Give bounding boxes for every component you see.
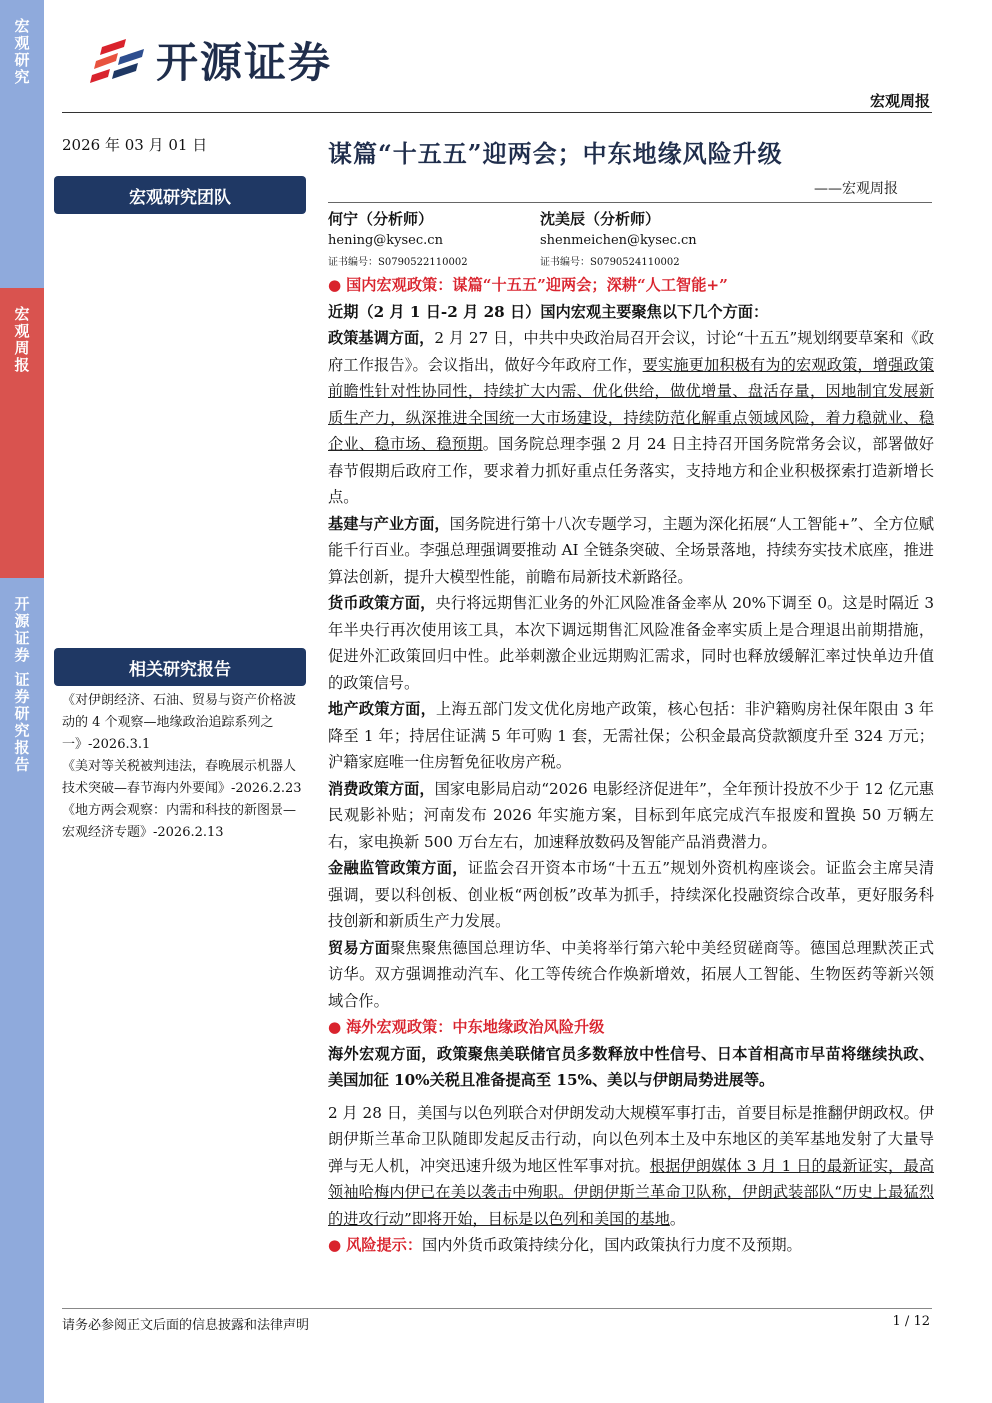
report-body [328, 272, 934, 1259]
section-heading-text: 国内宏观政策：谋篇“十五五”迎两会；深耕“人工智能+” [346, 276, 728, 294]
bullet-icon: ● [328, 1236, 342, 1254]
paragraph-text: 2 月 27 日，中共中央政治局召开会议，讨论“十五五”规划纲要草案和《政府工作报告》。会议指出，做好今年政府工作， [328, 329, 935, 374]
page-number: 1 / 12 [892, 1314, 930, 1329]
related-reports-list [62, 690, 308, 844]
paragraph-text: 国家电影局启动“2026 电影经济促进年”，全年预计投放不少于 12 亿元惠民观影补贴；河南发布 2026 年实施方案，目标到年底完成汽车报废和置换 50 万辆左右，家电换新 500 万台左右，加速释放数码及智能产品消费潜力。 [328, 779, 934, 851]
paragraph-overseas-summary [328, 1041, 934, 1094]
paragraph-middle-east [328, 1100, 934, 1233]
title-divider [328, 202, 932, 203]
paragraph-policy [328, 325, 934, 511]
footer-divider [62, 1308, 932, 1309]
risk-text: 国内外货币政策持续分化，国内政策执行力度不及预期。 [422, 1236, 802, 1254]
paragraph-lead: 货币政策方面， [328, 594, 436, 612]
side-tab-macro-weekly [0, 288, 44, 578]
side-tab-label: 开源证券 证券研究报告 [12, 596, 31, 774]
brand-logo [88, 30, 332, 90]
paragraph-text: 。 [669, 1209, 686, 1228]
paragraph-trade [328, 935, 934, 1015]
paragraph-monetary [328, 590, 934, 696]
related-reports-label-box: 相关研究报告 [54, 648, 306, 686]
author-block [540, 208, 697, 274]
section-heading-overseas [328, 1014, 934, 1041]
side-bar [0, 0, 44, 1403]
side-tab-macro-research [0, 0, 44, 288]
related-report-item[interactable]: 《美对等关税被判违法，春晚展示机器人技术突破—春节海内外要闻》-2026.2.23 [62, 759, 302, 796]
related-report-item[interactable]: 《对伊朗经济、石油、贸易与资产价格波动的 4 个观察—地缘政治追踪系列之一》-2026.3.1 [62, 693, 297, 752]
author-email[interactable]: hening@kysec.cn [328, 233, 443, 248]
paragraph-property [328, 696, 934, 776]
paragraph-lead: 贸易方面 [328, 938, 391, 957]
bullet-icon: ● [328, 276, 342, 294]
intro-text: 近期（2 月 1 日-2 月 28 日）国内宏观主要聚焦以下几个方面： [328, 302, 769, 321]
paragraph-lead: 基建与产业方面， [328, 514, 450, 533]
author-block [328, 208, 468, 274]
paragraph-consumption [328, 776, 934, 856]
risk-warning [328, 1232, 934, 1259]
paragraph-lead: 金融监管政策方面， [328, 859, 468, 877]
paragraph-text: 国务院进行第十八次专题学习，主题为深化拓展“人工智能+”、全方位赋能千行百业。李强总理强调要推动 AI 全链条突破、全场景落地，持续夯实技术底座，推进算法创新，提升大模型性能，前瞻布局新技术新路径。 [328, 514, 934, 586]
header-divider [62, 112, 932, 113]
paragraph-lead: 消费政策方面， [328, 779, 435, 798]
author-name: 沈美辰（分析师） [540, 210, 661, 228]
related-report-item[interactable]: 《地方两会观察：内需和科技的新图景—宏观经济专题》-2026.2.13 [62, 803, 297, 840]
paragraph-text: 上海五部门发文优化房地产政策，核心包括：非沪籍购房社保年限由 3 年降至 1 年；持居住证满 5 年可购 1 套，无需社保；公积金最高贷款额度升至 324 万元；沪籍家庭唯一住房暂免征收房产税。 [328, 700, 934, 771]
paragraph-text: 聚焦聚焦德国总理访华、中美将举行第六轮中美经贸磋商等。德国总理默茨正式访华。双方强调推动汽车、化工等传统合作焕新增效，拓展人工智能、生物医药等新兴领域合作。 [328, 938, 935, 1010]
footer-disclaimer: 请务必参阅正文后面的信息披露和法律声明 [62, 1318, 310, 1333]
team-label-box: 宏观研究团队 [54, 176, 306, 214]
paragraph-underlined: 要实施更加积极有为的宏观政策，增强政策前瞻性针对性协同性，持续扩大内需、优化供给，做优增量、盘活存量，因地制宜发展新质生产力，纵深推进全国统一大市场建设，持续防范化解重点领域风险，着力稳就业、稳企业、稳市场、稳预期 [328, 355, 934, 453]
paragraph-bold: 海外宏观方面，政策聚焦美联储官员多数释放中性信号、日本首相高市早苗将继续执政、美国加征 10%关税且准备提高至 15%、美以与伊朗局势进展等。 [328, 1044, 934, 1089]
section-intro [328, 299, 934, 326]
brand-name: 开源证券 [156, 38, 333, 87]
report-type-tag: 宏观周报 [869, 92, 930, 110]
paragraph-text: 。国务院总理李强 2 月 24 日主持召开国务院常务会议，部署做好春节假期后政府工作，要求着力抓好重点任务落实，支持地方和企业积极探索打造新增长点。 [328, 435, 934, 506]
side-tab-brand [0, 578, 44, 1403]
author-email[interactable]: shenmeichen@kysec.cn [540, 233, 697, 248]
author-name: 何宁（分析师） [328, 210, 434, 228]
report-date: 2026 年 03 月 01 日 [62, 136, 208, 154]
paragraph-text: 央行将远期售汇业务的外汇风险准备金率从 20%下调至 0。这是时隔近 3 年半央行再次使用该工具，本次下调远期售汇风险准备金率实质上是合理退出前期措施，促进外汇政策回归中性。此举刺激企业远期购汇需求，同时也释放缓解汇率过快单边升值的政策信号。 [328, 594, 934, 692]
author-cert: 证书编号：S0790524110002 [540, 257, 680, 268]
report-title: 谋篇“十五五”迎两会；中东地缘风险升级 [328, 139, 783, 168]
paragraph-underlined: 根据伊朗媒体 3 月 1 日的最新证实，最高领袖哈梅内伊已在美以袭击中殉职。伊朗伊斯兰革命卫队称，伊朗武装部队“历史上最猛烈的进攻行动”即将开始，目标是以色列和美国的基地 [328, 1156, 935, 1228]
risk-label: 风险提示： [346, 1236, 423, 1254]
paragraph-infrastructure [328, 511, 934, 591]
paragraph-lead: 地产政策方面， [328, 700, 437, 718]
report-subtitle: ——宏观周报 [814, 181, 898, 197]
brand-mark-icon [88, 31, 150, 89]
paragraph-financial-regulation [328, 855, 934, 935]
side-tab-label: 宏观周报 [12, 306, 31, 374]
side-tab-label: 宏观研究 [12, 18, 31, 86]
paragraph-lead: 政策基调方面， [328, 329, 435, 347]
paragraph-text: 证监会召开资本市场“十五五”规划外资机构座谈会。证监会主席吴清强调，要以科创板、创业板“两创板”改革为抓手，持续深化投融资综合改革，更好服务科技创新和新质生产力发展。 [328, 859, 935, 930]
paragraph-text: 2 月 28 日，美国与以色列联合对伊朗发动大规模军事打击，首要目标是推翻伊朗政权。伊朗伊斯兰革命卫队随即发起反击行动，向以色列本土及中东地区的美军基地发射了大量导弹与无人机，冲突迅速升级为地区性军事对抗。 [328, 1103, 934, 1175]
author-cert: 证书编号：S0790522110002 [328, 257, 468, 268]
bullet-icon: ● [328, 1018, 342, 1036]
section-heading-domestic [328, 272, 934, 299]
section-heading-text: 海外宏观政策：中东地缘政治风险升级 [346, 1018, 605, 1036]
